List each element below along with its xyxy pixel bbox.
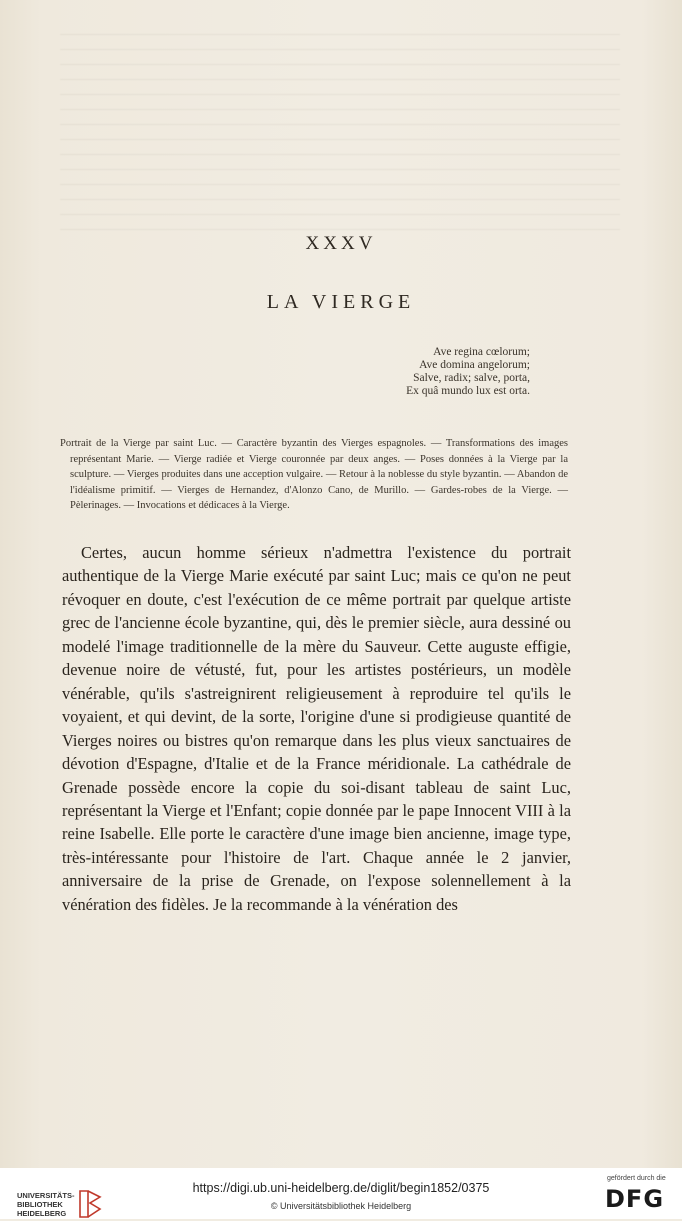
- epigraph-line: Salve, radix; salve, porta,: [413, 372, 530, 384]
- funder-note: gefördert durch die: [607, 1175, 666, 1182]
- show-through-text: [60, 20, 620, 240]
- epigraph-line: Ave domina angelorum;: [419, 359, 530, 371]
- summary-text: Portrait de la Vierge par saint Luc. — Caractère byzantin des Vierges espagnoles. — Transformations des images représentant Marie. — Vierge radiée et Vierge couronnée par deux anges. — Poses données à la Vierge par la sculpture. — Vierges produites dans une acception vulgaire. — Retour à la noblesse du style byzantin. — Abandon de l'idéalisme primitif. — Vierges de Hernandez, d'Alonzo Cano, de Murillo. — Gardes-robes de la Vierge. — Pèlerinages. — Invocations et dédicaces à la Vierge.: [60, 438, 568, 511]
- epigraph: [300, 346, 530, 398]
- chapter-title: LA VIERGE: [266, 291, 416, 313]
- dfg-logo[interactable]: DFG: [605, 1185, 665, 1213]
- page-url[interactable]: https://digi.ub.uni-heidelberg.de/diglit/begin1852/0375: [192, 1181, 490, 1195]
- chapter-number: XXXV: [305, 233, 377, 254]
- chapter-summary: [60, 436, 568, 514]
- viewer-footer: [0, 1168, 682, 1219]
- epigraph-line: Ave regina cœlorum;: [433, 346, 530, 358]
- epigraph-line: Ex quâ mundo lux est orta.: [406, 385, 530, 397]
- library-name: UNIVERSITÄTS- BIBLIOTHEK HEIDELBERG: [17, 1191, 75, 1218]
- body-paragraph: Certes, aucun homme sérieux n'admettra l'existence du portrait authentique de la Vierge Marie exécuté par saint Luc; mais ce qu'on ne peut révoquer en doute, c'est l'exécution de ce même portrait par quelque artiste grec de l'ancienne école byzantine, qui, dès le premier siècle, aura dessiné ou modelé l'image traditionnelle de la mère du Sauveur. Cette auguste effigie, devenue noire de vétusté, fut, pour les artistes postérieurs, un modèle vénérable, qu'ils s'astreignirent religieusement à reproduire tel qu'ils le voyaient, et qui devint, de la sorte, l'origine d'une si prodigieuse quantité de Vierges noires ou bistres qu'on remarque dans les plus vieux sanctuaires de dévotion d'Espagne, d'Italie et de la France méridionale. La cathédrale de Grenade possède encore la copie du soi-disant tableau de saint Luc, représentant la Vierge et l'Enfant; copie donnée par le pape Innocent VIII à la reine Isabelle. Elle porte le caractère d'une image bien ancienne, image type, très-intéressante pour l'histoire de l'art. Chaque année le 2 janvier, anniversaire de la prise de Grenade, on l'expose solennellement à la vénération des fidèles. Je la recommande à la vénération des: [62, 543, 571, 914]
- body-text: [62, 541, 571, 916]
- copyright-notice: © Universitätsbibliothek Heidelberg: [270, 1201, 412, 1211]
